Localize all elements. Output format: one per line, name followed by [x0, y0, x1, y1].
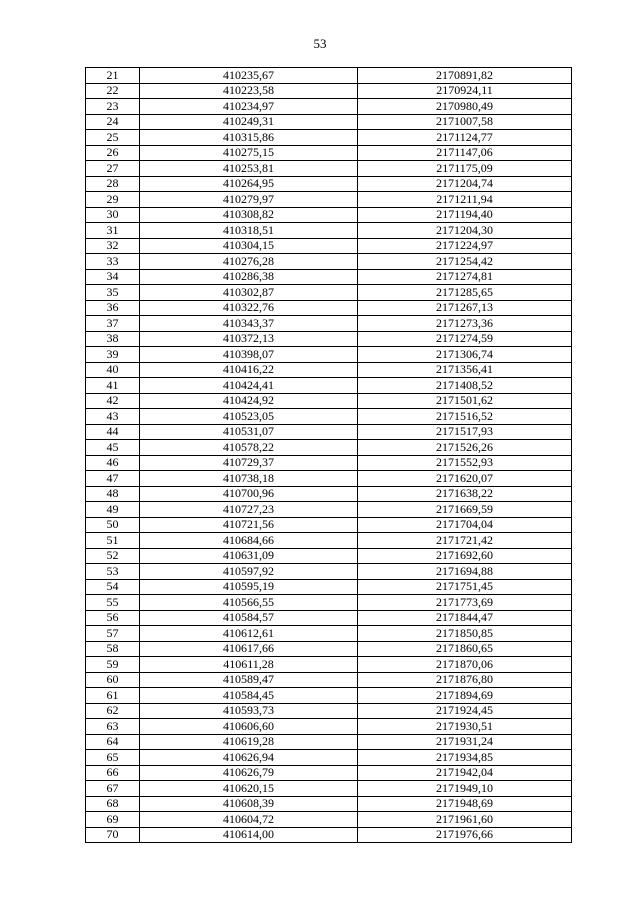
y-coordinate-cell: 2171976,66 [358, 827, 572, 843]
y-coordinate-cell: 2171931,24 [358, 734, 572, 750]
y-coordinate-cell: 2170891,82 [358, 68, 572, 84]
table-row [86, 192, 572, 208]
x-coordinate-cell: 410631,09 [140, 548, 358, 564]
x-coordinate-cell: 410235,67 [140, 68, 358, 84]
point-number-cell: 33 [86, 254, 140, 270]
y-coordinate-cell: 2171552,93 [358, 455, 572, 471]
point-number-cell: 56 [86, 610, 140, 626]
point-number-cell: 23 [86, 99, 140, 115]
y-coordinate-cell: 2171620,07 [358, 471, 572, 487]
y-coordinate-cell: 2171934,85 [358, 750, 572, 766]
table-row [86, 486, 572, 502]
y-coordinate-cell: 2170924,11 [358, 83, 572, 99]
y-coordinate-cell: 2171517,93 [358, 424, 572, 440]
point-number-cell: 38 [86, 331, 140, 347]
point-number-cell: 46 [86, 455, 140, 471]
x-coordinate-cell: 410276,28 [140, 254, 358, 270]
x-coordinate-cell: 410604,72 [140, 812, 358, 828]
table-row [86, 130, 572, 146]
point-number-cell: 57 [86, 626, 140, 642]
y-coordinate-cell: 2171306,74 [358, 347, 572, 363]
x-coordinate-cell: 410614,00 [140, 827, 358, 843]
y-coordinate-cell: 2171254,42 [358, 254, 572, 270]
x-coordinate-cell: 410234,97 [140, 99, 358, 115]
x-coordinate-cell: 410721,56 [140, 517, 358, 533]
x-coordinate-cell: 410612,61 [140, 626, 358, 642]
x-coordinate-cell: 410302,87 [140, 285, 358, 301]
table-row [86, 223, 572, 239]
y-coordinate-cell: 2171948,69 [358, 796, 572, 812]
point-number-cell: 36 [86, 300, 140, 316]
table-row [86, 393, 572, 409]
y-coordinate-cell: 2171751,45 [358, 579, 572, 595]
table-row [86, 812, 572, 828]
point-number-cell: 64 [86, 734, 140, 750]
point-number-cell: 65 [86, 750, 140, 766]
y-coordinate-cell: 2171273,36 [358, 316, 572, 332]
table-row [86, 300, 572, 316]
point-number-cell: 32 [86, 238, 140, 254]
x-coordinate-cell: 410286,38 [140, 269, 358, 285]
x-coordinate-cell: 410584,45 [140, 688, 358, 704]
table-row [86, 99, 572, 115]
y-coordinate-cell: 2171924,45 [358, 703, 572, 719]
point-number-cell: 55 [86, 595, 140, 611]
x-coordinate-cell: 410249,31 [140, 114, 358, 130]
y-coordinate-cell: 2171175,09 [358, 161, 572, 177]
point-number-cell: 62 [86, 703, 140, 719]
table-row [86, 796, 572, 812]
point-number-cell: 24 [86, 114, 140, 130]
point-number-cell: 51 [86, 533, 140, 549]
point-number-cell: 31 [86, 223, 140, 239]
x-coordinate-cell: 410279,97 [140, 192, 358, 208]
table-row [86, 688, 572, 704]
table-row [86, 331, 572, 347]
y-coordinate-cell: 2171694,88 [358, 564, 572, 580]
table-row [86, 455, 572, 471]
x-coordinate-cell: 410308,82 [140, 207, 358, 223]
x-coordinate-cell: 410398,07 [140, 347, 358, 363]
x-coordinate-cell: 410729,37 [140, 455, 358, 471]
y-coordinate-cell: 2171704,04 [358, 517, 572, 533]
point-number-cell: 21 [86, 68, 140, 84]
table-row [86, 719, 572, 735]
table-row [86, 595, 572, 611]
y-coordinate-cell: 2171204,74 [358, 176, 572, 192]
x-coordinate-cell: 410595,19 [140, 579, 358, 595]
point-number-cell: 25 [86, 130, 140, 146]
y-coordinate-cell: 2171516,52 [358, 409, 572, 425]
table-row [86, 409, 572, 425]
coordinates-table-body [86, 68, 572, 843]
point-number-cell: 61 [86, 688, 140, 704]
x-coordinate-cell: 410523,05 [140, 409, 358, 425]
point-number-cell: 30 [86, 207, 140, 223]
y-coordinate-cell: 2171285,65 [358, 285, 572, 301]
table-row [86, 316, 572, 332]
table-row [86, 703, 572, 719]
table-row [86, 781, 572, 797]
table-row [86, 362, 572, 378]
point-number-cell: 69 [86, 812, 140, 828]
table-row [86, 269, 572, 285]
x-coordinate-cell: 410253,81 [140, 161, 358, 177]
table-row [86, 254, 572, 270]
x-coordinate-cell: 410620,15 [140, 781, 358, 797]
point-number-cell: 27 [86, 161, 140, 177]
x-coordinate-cell: 410578,22 [140, 440, 358, 456]
y-coordinate-cell: 2171274,81 [358, 269, 572, 285]
point-number-cell: 50 [86, 517, 140, 533]
point-number-cell: 34 [86, 269, 140, 285]
y-coordinate-cell: 2171949,10 [358, 781, 572, 797]
point-number-cell: 60 [86, 672, 140, 688]
x-coordinate-cell: 410727,23 [140, 502, 358, 518]
table-row [86, 83, 572, 99]
table-row [86, 672, 572, 688]
table-row [86, 207, 572, 223]
coordinates-table [85, 67, 572, 843]
x-coordinate-cell: 410531,07 [140, 424, 358, 440]
point-number-cell: 45 [86, 440, 140, 456]
y-coordinate-cell: 2171147,06 [358, 145, 572, 161]
y-coordinate-cell: 2171211,94 [358, 192, 572, 208]
point-number-cell: 47 [86, 471, 140, 487]
y-coordinate-cell: 2171961,60 [358, 812, 572, 828]
table-row [86, 238, 572, 254]
y-coordinate-cell: 2171692,60 [358, 548, 572, 564]
x-coordinate-cell: 410597,92 [140, 564, 358, 580]
point-number-cell: 42 [86, 393, 140, 409]
x-coordinate-cell: 410416,22 [140, 362, 358, 378]
y-coordinate-cell: 2171638,22 [358, 486, 572, 502]
y-coordinate-cell: 2171204,30 [358, 223, 572, 239]
x-coordinate-cell: 410611,28 [140, 657, 358, 673]
table-row [86, 533, 572, 549]
x-coordinate-cell: 410372,13 [140, 331, 358, 347]
table-row [86, 176, 572, 192]
point-number-cell: 59 [86, 657, 140, 673]
point-number-cell: 26 [86, 145, 140, 161]
point-number-cell: 68 [86, 796, 140, 812]
point-number-cell: 43 [86, 409, 140, 425]
x-coordinate-cell: 410322,76 [140, 300, 358, 316]
table-row [86, 626, 572, 642]
y-coordinate-cell: 2171224,97 [358, 238, 572, 254]
table-row [86, 440, 572, 456]
x-coordinate-cell: 410626,94 [140, 750, 358, 766]
y-coordinate-cell: 2170980,49 [358, 99, 572, 115]
y-coordinate-cell: 2171870,06 [358, 657, 572, 673]
table-row [86, 610, 572, 626]
table-row [86, 765, 572, 781]
point-number-cell: 66 [86, 765, 140, 781]
table-row [86, 641, 572, 657]
x-coordinate-cell: 410589,47 [140, 672, 358, 688]
y-coordinate-cell: 2171860,65 [358, 641, 572, 657]
table-row [86, 750, 572, 766]
x-coordinate-cell: 410606,60 [140, 719, 358, 735]
x-coordinate-cell: 410304,15 [140, 238, 358, 254]
x-coordinate-cell: 410738,18 [140, 471, 358, 487]
table-row [86, 548, 572, 564]
point-number-cell: 40 [86, 362, 140, 378]
point-number-cell: 58 [86, 641, 140, 657]
y-coordinate-cell: 2171194,40 [358, 207, 572, 223]
point-number-cell: 44 [86, 424, 140, 440]
table-row [86, 114, 572, 130]
table-row [86, 145, 572, 161]
table-row [86, 564, 572, 580]
x-coordinate-cell: 410264,95 [140, 176, 358, 192]
y-coordinate-cell: 2171930,51 [358, 719, 572, 735]
x-coordinate-cell: 410626,79 [140, 765, 358, 781]
x-coordinate-cell: 410593,73 [140, 703, 358, 719]
x-coordinate-cell: 410617,66 [140, 641, 358, 657]
point-number-cell: 22 [86, 83, 140, 99]
y-coordinate-cell: 2171844,47 [358, 610, 572, 626]
point-number-cell: 52 [86, 548, 140, 564]
x-coordinate-cell: 410619,28 [140, 734, 358, 750]
x-coordinate-cell: 410584,57 [140, 610, 358, 626]
y-coordinate-cell: 2171356,41 [358, 362, 572, 378]
table-row [86, 734, 572, 750]
table-row [86, 378, 572, 394]
table-row [86, 161, 572, 177]
point-number-cell: 48 [86, 486, 140, 502]
table-row [86, 285, 572, 301]
table-row [86, 471, 572, 487]
point-number-cell: 53 [86, 564, 140, 580]
table-row [86, 657, 572, 673]
y-coordinate-cell: 2171850,85 [358, 626, 572, 642]
point-number-cell: 54 [86, 579, 140, 595]
y-coordinate-cell: 2171124,77 [358, 130, 572, 146]
x-coordinate-cell: 410424,92 [140, 393, 358, 409]
table-row [86, 517, 572, 533]
y-coordinate-cell: 2171894,69 [358, 688, 572, 704]
table-row [86, 424, 572, 440]
x-coordinate-cell: 410223,58 [140, 83, 358, 99]
point-number-cell: 39 [86, 347, 140, 363]
y-coordinate-cell: 2171408,52 [358, 378, 572, 394]
y-coordinate-cell: 2171876,80 [358, 672, 572, 688]
point-number-cell: 63 [86, 719, 140, 735]
table-row [86, 347, 572, 363]
x-coordinate-cell: 410315,86 [140, 130, 358, 146]
point-number-cell: 28 [86, 176, 140, 192]
point-number-cell: 29 [86, 192, 140, 208]
table-row [86, 579, 572, 595]
point-number-cell: 37 [86, 316, 140, 332]
y-coordinate-cell: 2171773,69 [358, 595, 572, 611]
y-coordinate-cell: 2171526,26 [358, 440, 572, 456]
x-coordinate-cell: 410318,51 [140, 223, 358, 239]
y-coordinate-cell: 2171669,59 [358, 502, 572, 518]
table-row [86, 502, 572, 518]
y-coordinate-cell: 2171501,62 [358, 393, 572, 409]
x-coordinate-cell: 410343,37 [140, 316, 358, 332]
x-coordinate-cell: 410684,66 [140, 533, 358, 549]
x-coordinate-cell: 410424,41 [140, 378, 358, 394]
x-coordinate-cell: 410566,55 [140, 595, 358, 611]
table-row [86, 827, 572, 843]
x-coordinate-cell: 410700,96 [140, 486, 358, 502]
point-number-cell: 49 [86, 502, 140, 518]
point-number-cell: 70 [86, 827, 140, 843]
y-coordinate-cell: 2171267,13 [358, 300, 572, 316]
point-number-cell: 35 [86, 285, 140, 301]
y-coordinate-cell: 2171274,59 [358, 331, 572, 347]
y-coordinate-cell: 2171942,04 [358, 765, 572, 781]
table-row [86, 68, 572, 84]
y-coordinate-cell: 2171721,42 [358, 533, 572, 549]
point-number-cell: 41 [86, 378, 140, 394]
x-coordinate-cell: 410275,15 [140, 145, 358, 161]
page-number: 53 [313, 36, 327, 51]
y-coordinate-cell: 2171007,58 [358, 114, 572, 130]
x-coordinate-cell: 410608,39 [140, 796, 358, 812]
point-number-cell: 67 [86, 781, 140, 797]
